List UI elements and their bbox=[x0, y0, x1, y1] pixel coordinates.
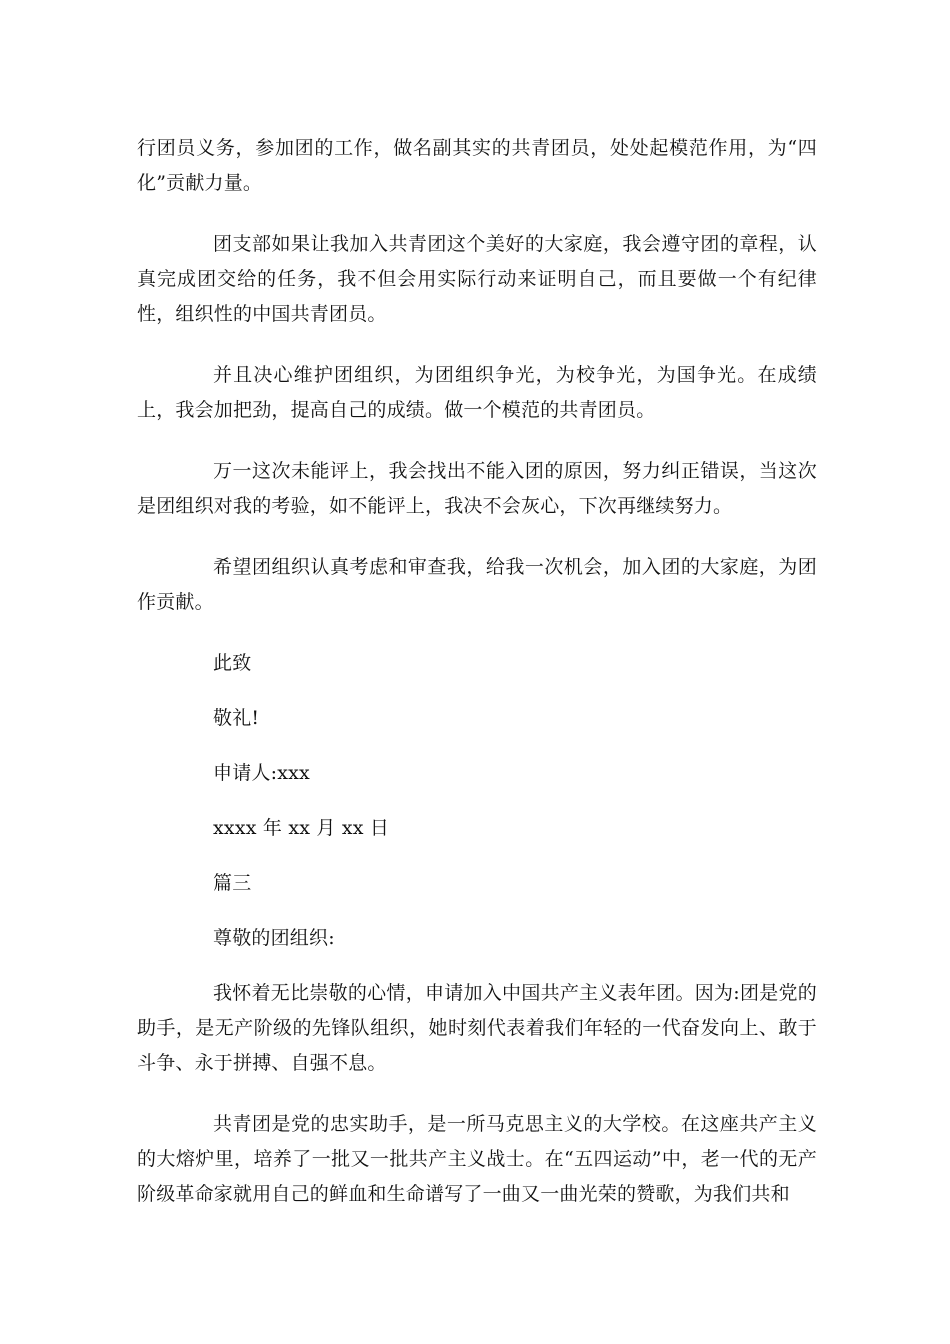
section-heading: 篇三 bbox=[213, 872, 252, 894]
closing-salutation: 此致 bbox=[213, 652, 252, 674]
paragraph-if-not-selected: 万一这次未能评上，我会找出不能入团的原因，努力纠正错误，当这次是团组织对我的考验，如不能评上，我决不会灰心，下次再继续努力。 bbox=[137, 460, 817, 517]
paragraph-application: 我怀着无比崇敬的心情，申请加入中国共产主义表年团。因为:团是党的助手，是无产阶级的先锋队组织，她时刻代表着我们年轻的一代奋发向上、敢于斗争、永于拼搏、自强不息。 bbox=[137, 982, 817, 1074]
paragraph-determination: 并且决心维护团组织，为团组织争光，为校争光，为国争光。在成绩上，我会加把劲，提高自己的成绩。做一个模范的共青团员。 bbox=[137, 364, 817, 421]
application-date: xxxx 年 xx 月 xx 日 bbox=[213, 817, 390, 839]
closing-respect: 敬礼! bbox=[213, 707, 260, 729]
paragraph-join-promise: 团支部如果让我加入共青团这个美好的大家庭，我会遵守团的章程，认真完成团交给的任务，我不但会用实际行动来证明自己，而且要做一个有纪律性，组织性的中国共青团员。 bbox=[137, 233, 817, 325]
paragraph-hope: 希望团组织认真考虑和审查我，给我一次机会，加入团的大家庭，为团作贡献。 bbox=[137, 556, 817, 613]
paragraph-league-description: 共青团是党的忠实助手，是一所马克思主义的大学校。在这座共产主义的大熔炉里，培养了一批又一批共产主义战士。在“五四运动”中，老一代的无产阶级革命家就用自己的鲜血和生命谱写了一曲又一曲光荣的赞歌，为我们共和 bbox=[137, 1113, 817, 1205]
letter-greeting: 尊敬的团组织: bbox=[213, 927, 335, 949]
applicant-name: 申请人:xxx bbox=[213, 762, 310, 784]
document-body bbox=[137, 131, 817, 1238]
paragraph-continuation: 行团员义务，参加团的工作，做名副其实的共青团员，处处起模范作用，为“四化”贡献力量。 bbox=[137, 137, 817, 194]
